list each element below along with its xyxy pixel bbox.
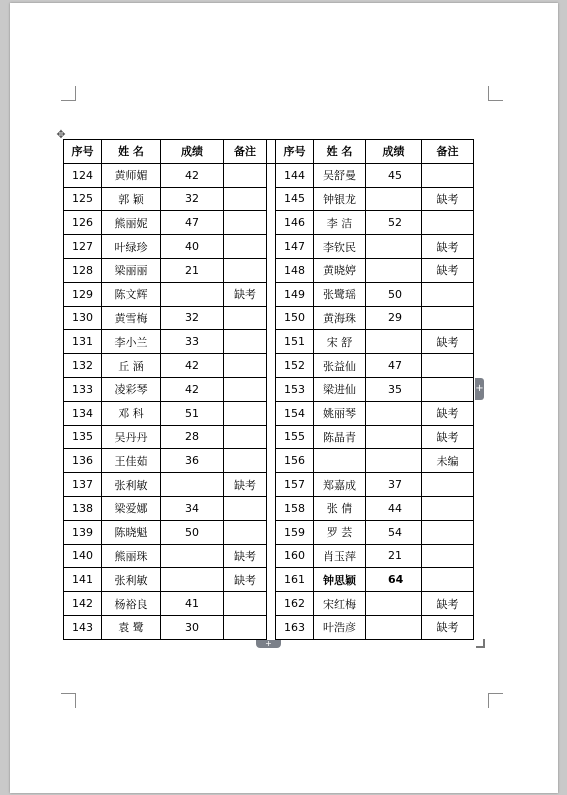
- column-gap: [267, 187, 276, 211]
- table-row: [64, 354, 474, 378]
- student-score: 50: [161, 520, 224, 544]
- table-row: [64, 377, 474, 401]
- student-name: 李小兰: [102, 330, 161, 354]
- student-name: 黄师媚: [102, 163, 161, 187]
- student-score: 51: [161, 401, 224, 425]
- student-score: 44: [366, 496, 422, 520]
- student-note: [224, 520, 267, 544]
- student-no: 149: [276, 282, 314, 306]
- student-no: 140: [64, 544, 102, 568]
- student-note: [422, 282, 474, 306]
- student-note: 缺考: [224, 473, 267, 497]
- student-score: 54: [366, 520, 422, 544]
- score-table: [63, 139, 474, 640]
- student-note: 缺考: [422, 235, 474, 259]
- student-score: [161, 282, 224, 306]
- student-name: 宋 舒: [314, 330, 366, 354]
- student-name: 陈文辉: [102, 282, 161, 306]
- student-note: [422, 544, 474, 568]
- student-no: 127: [64, 235, 102, 259]
- student-score: [366, 615, 422, 639]
- column-gap: [267, 496, 276, 520]
- student-no: 126: [64, 211, 102, 235]
- student-score: 45: [366, 163, 422, 187]
- student-no: 151: [276, 330, 314, 354]
- add-row-plus-icon[interactable]: +: [256, 640, 281, 648]
- student-score: [366, 592, 422, 616]
- student-score: 52: [366, 211, 422, 235]
- table-row: [64, 235, 474, 259]
- column-gap: [267, 401, 276, 425]
- student-name: 陈晶青: [314, 425, 366, 449]
- student-name: 李钦民: [314, 235, 366, 259]
- student-note: 缺考: [422, 592, 474, 616]
- student-note: 缺考: [224, 544, 267, 568]
- column-gap: [267, 163, 276, 187]
- header-name-left: 姓 名: [102, 140, 161, 164]
- table-row: [64, 615, 474, 639]
- column-gap: [267, 615, 276, 639]
- student-note: [224, 615, 267, 639]
- student-note: [224, 449, 267, 473]
- crop-mark-bottom-left: [61, 693, 76, 708]
- student-no: 130: [64, 306, 102, 330]
- student-score: 36: [161, 449, 224, 473]
- header-no-left: 序号: [64, 140, 102, 164]
- student-score: [366, 235, 422, 259]
- student-no: 154: [276, 401, 314, 425]
- column-gap: [267, 473, 276, 497]
- student-note: [224, 258, 267, 282]
- student-score: 35: [366, 377, 422, 401]
- column-gap: [267, 235, 276, 259]
- student-note: [422, 306, 474, 330]
- student-no: 135: [64, 425, 102, 449]
- student-no: 148: [276, 258, 314, 282]
- student-note: [224, 187, 267, 211]
- student-no: 152: [276, 354, 314, 378]
- table-row: [64, 496, 474, 520]
- student-note: 缺考: [422, 330, 474, 354]
- student-note: [224, 330, 267, 354]
- student-note: [224, 592, 267, 616]
- table-row: [64, 449, 474, 473]
- table-row: [64, 425, 474, 449]
- student-note: [422, 163, 474, 187]
- header-note-right: 备注: [422, 140, 474, 164]
- student-name: 熊丽珠: [102, 544, 161, 568]
- student-note: [224, 354, 267, 378]
- student-score: [366, 401, 422, 425]
- header-note-left: 备注: [224, 140, 267, 164]
- column-gap: [267, 140, 276, 164]
- student-no: 146: [276, 211, 314, 235]
- student-name: 陈晓魁: [102, 520, 161, 544]
- table-row: [64, 211, 474, 235]
- student-no: 157: [276, 473, 314, 497]
- table-resize-icon[interactable]: [476, 639, 485, 648]
- student-name: 叶绿珍: [102, 235, 161, 259]
- student-no: 138: [64, 496, 102, 520]
- student-name: 宋红梅: [314, 592, 366, 616]
- student-score: 30: [161, 615, 224, 639]
- student-name: 凌彩琴: [102, 377, 161, 401]
- student-score: 32: [161, 187, 224, 211]
- student-no: 136: [64, 449, 102, 473]
- student-name: 黄海珠: [314, 306, 366, 330]
- student-name: 郭 颖: [102, 187, 161, 211]
- table-row: [64, 568, 474, 592]
- student-note: 缺考: [422, 187, 474, 211]
- student-score: 42: [161, 163, 224, 187]
- student-note: [422, 473, 474, 497]
- student-no: 159: [276, 520, 314, 544]
- student-no: 129: [64, 282, 102, 306]
- header-no-right: 序号: [276, 140, 314, 164]
- student-score: 37: [366, 473, 422, 497]
- student-name: 钟银龙: [314, 187, 366, 211]
- student-no: 133: [64, 377, 102, 401]
- student-no: 142: [64, 592, 102, 616]
- student-name: 杨裕良: [102, 592, 161, 616]
- table-row: [64, 306, 474, 330]
- table-row: [64, 163, 474, 187]
- student-score: 50: [366, 282, 422, 306]
- student-note: [224, 401, 267, 425]
- student-score: 42: [161, 377, 224, 401]
- student-name: 张益仙: [314, 354, 366, 378]
- student-name: 张利敏: [102, 473, 161, 497]
- student-score: 40: [161, 235, 224, 259]
- student-note: [224, 425, 267, 449]
- student-score: 64: [366, 568, 422, 592]
- student-note: [422, 568, 474, 592]
- column-gap: [267, 377, 276, 401]
- student-no: 141: [64, 568, 102, 592]
- student-no: 137: [64, 473, 102, 497]
- table-row: [64, 330, 474, 354]
- student-score: [161, 473, 224, 497]
- column-gap: [267, 354, 276, 378]
- table-header-row: [64, 140, 474, 164]
- student-name: 张 倩: [314, 496, 366, 520]
- student-note: [224, 496, 267, 520]
- table-row: [64, 401, 474, 425]
- student-no: 163: [276, 615, 314, 639]
- table-row: [64, 520, 474, 544]
- table-row: [64, 258, 474, 282]
- column-gap: [267, 330, 276, 354]
- student-score: 47: [366, 354, 422, 378]
- student-no: 158: [276, 496, 314, 520]
- header-score-left: 成绩: [161, 140, 224, 164]
- student-name: 张鹭瑶: [314, 282, 366, 306]
- table-row: [64, 282, 474, 306]
- crop-mark-top-right: [488, 86, 503, 101]
- student-note: [224, 235, 267, 259]
- student-note: 缺考: [422, 258, 474, 282]
- document-page: [10, 3, 558, 793]
- student-score: 34: [161, 496, 224, 520]
- table-move-icon[interactable]: ✥: [56, 128, 66, 141]
- header-score-right: 成绩: [366, 140, 422, 164]
- student-note: [224, 163, 267, 187]
- student-note: 缺考: [224, 282, 267, 306]
- student-no: 147: [276, 235, 314, 259]
- student-score: 42: [161, 354, 224, 378]
- student-note: [422, 354, 474, 378]
- student-name: 罗 芸: [314, 520, 366, 544]
- column-gap: [267, 592, 276, 616]
- table-row: [64, 473, 474, 497]
- add-column-plus-icon[interactable]: +: [475, 378, 484, 400]
- student-no: 150: [276, 306, 314, 330]
- student-name: 郑嘉成: [314, 473, 366, 497]
- student-no: 145: [276, 187, 314, 211]
- student-score: 32: [161, 306, 224, 330]
- student-name: 熊丽妮: [102, 211, 161, 235]
- student-name: 姚丽琴: [314, 401, 366, 425]
- student-no: 156: [276, 449, 314, 473]
- student-note: 缺考: [422, 401, 474, 425]
- column-gap: [267, 211, 276, 235]
- column-gap: [267, 258, 276, 282]
- student-no: 139: [64, 520, 102, 544]
- student-no: 132: [64, 354, 102, 378]
- student-score: [366, 449, 422, 473]
- student-name: 梁进仙: [314, 377, 366, 401]
- student-name: 梁爱娜: [102, 496, 161, 520]
- student-name: 黄晓婷: [314, 258, 366, 282]
- student-name: 邓 科: [102, 401, 161, 425]
- student-note: [422, 377, 474, 401]
- column-gap: [267, 449, 276, 473]
- student-no: 131: [64, 330, 102, 354]
- student-note: 未编: [422, 449, 474, 473]
- student-no: 134: [64, 401, 102, 425]
- student-name: 梁丽丽: [102, 258, 161, 282]
- student-note: [422, 211, 474, 235]
- student-no: 125: [64, 187, 102, 211]
- column-gap: [267, 568, 276, 592]
- student-no: 162: [276, 592, 314, 616]
- student-name: 叶浩彦: [314, 615, 366, 639]
- student-no: 128: [64, 258, 102, 282]
- student-no: 153: [276, 377, 314, 401]
- student-name: 丘 涵: [102, 354, 161, 378]
- student-score: 47: [161, 211, 224, 235]
- student-name: [314, 449, 366, 473]
- student-name: 王佳茹: [102, 449, 161, 473]
- student-score: [161, 568, 224, 592]
- student-name: 吴舒曼: [314, 163, 366, 187]
- student-name: 肖玉萍: [314, 544, 366, 568]
- column-gap: [267, 544, 276, 568]
- student-score: 33: [161, 330, 224, 354]
- student-no: 160: [276, 544, 314, 568]
- student-note: 缺考: [422, 425, 474, 449]
- crop-mark-bottom-right: [488, 693, 503, 708]
- header-name-right: 姓 名: [314, 140, 366, 164]
- student-note: 缺考: [224, 568, 267, 592]
- student-score: 29: [366, 306, 422, 330]
- table-row: [64, 544, 474, 568]
- student-note: [422, 496, 474, 520]
- student-name: 黄雪梅: [102, 306, 161, 330]
- student-score: [366, 330, 422, 354]
- student-score: [161, 544, 224, 568]
- student-note: 缺考: [422, 615, 474, 639]
- student-no: 161: [276, 568, 314, 592]
- crop-mark-top-left: [61, 86, 76, 101]
- student-name: 李 洁: [314, 211, 366, 235]
- student-score: 21: [366, 544, 422, 568]
- student-note: [422, 520, 474, 544]
- table-row: [64, 187, 474, 211]
- student-note: [224, 377, 267, 401]
- column-gap: [267, 306, 276, 330]
- student-name: 袁 鹭: [102, 615, 161, 639]
- student-score: 28: [161, 425, 224, 449]
- student-name: 张利敏: [102, 568, 161, 592]
- student-score: [366, 187, 422, 211]
- student-score: 41: [161, 592, 224, 616]
- column-gap: [267, 425, 276, 449]
- student-score: [366, 258, 422, 282]
- student-note: [224, 306, 267, 330]
- table-row: [64, 592, 474, 616]
- student-score: 21: [161, 258, 224, 282]
- column-gap: [267, 520, 276, 544]
- student-no: 143: [64, 615, 102, 639]
- student-name: 吴丹丹: [102, 425, 161, 449]
- student-score: [366, 425, 422, 449]
- column-gap: [267, 282, 276, 306]
- student-no: 144: [276, 163, 314, 187]
- student-note: [224, 211, 267, 235]
- student-no: 155: [276, 425, 314, 449]
- student-name: 钟思颖: [314, 568, 366, 592]
- student-no: 124: [64, 163, 102, 187]
